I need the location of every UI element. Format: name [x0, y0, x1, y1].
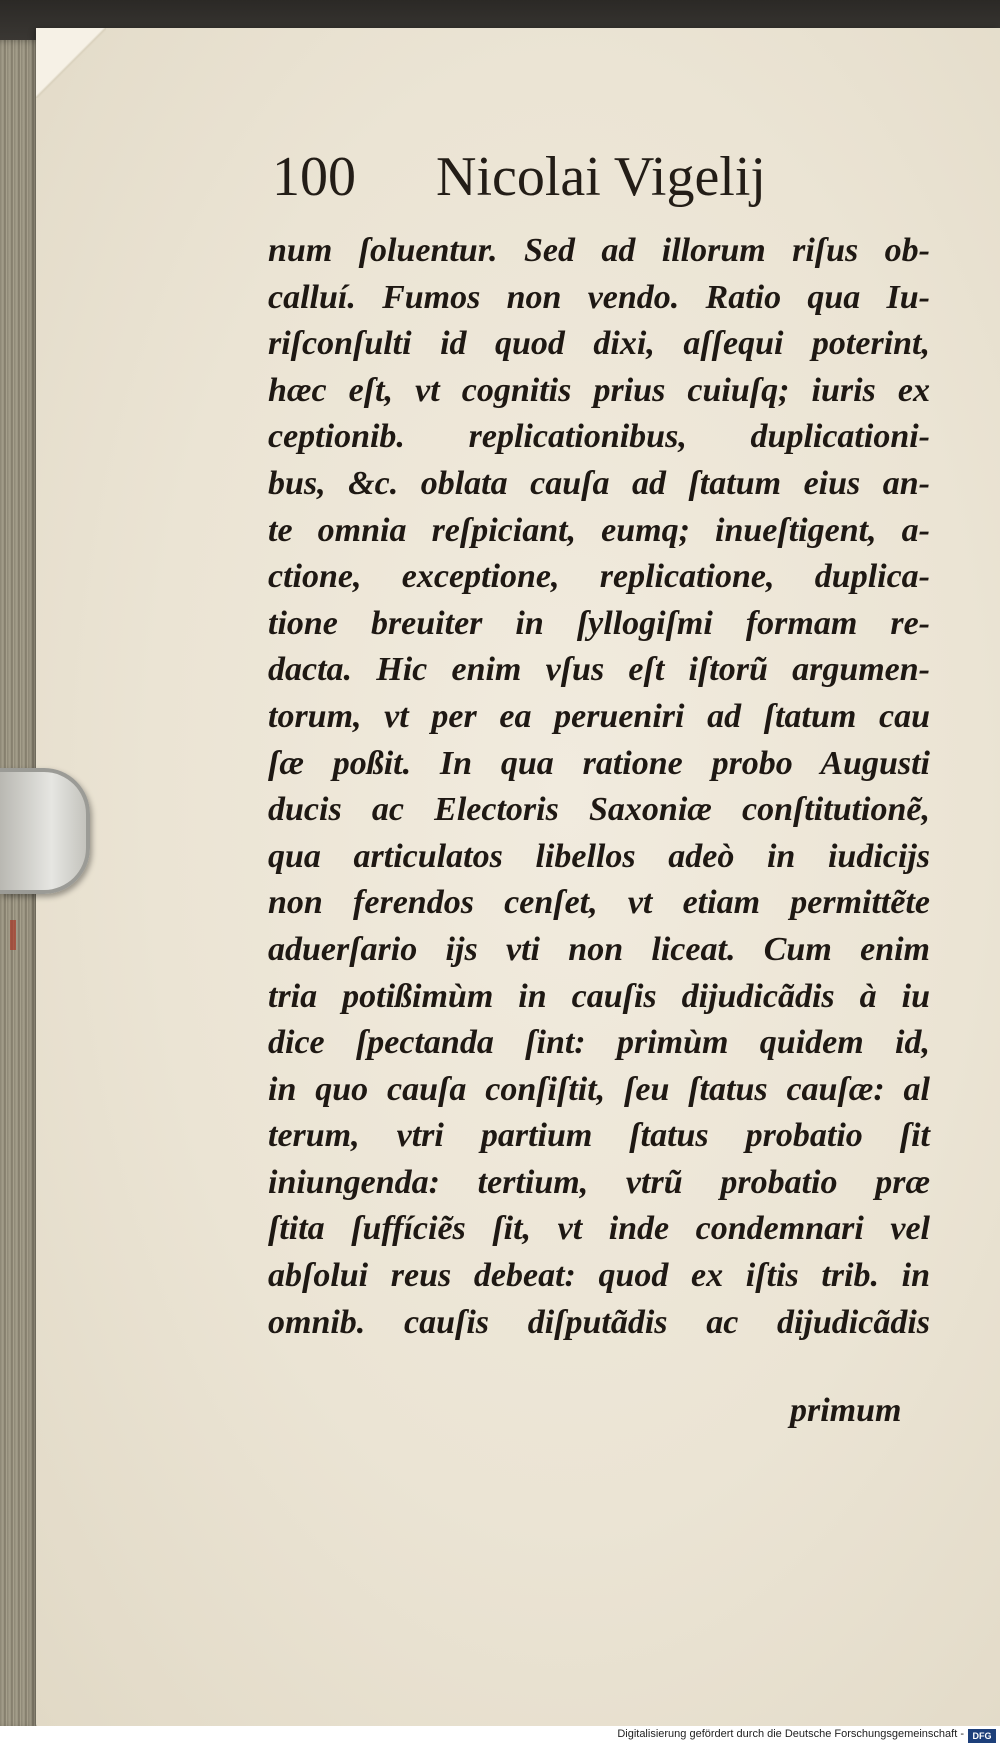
text-line: omnib. cauſis diſputãdis ac dijudicãdis [268, 1303, 930, 1341]
text-line: num ſoluentur. Sed ad illorum riſus ob- [268, 232, 930, 269]
text-line: terum, vtri partium ſtatus probatio ſit [268, 1117, 930, 1155]
dfg-logo: DFG [968, 1729, 996, 1743]
text-line: abſolui reus debeat: quod ex iſtis trib. in [268, 1257, 930, 1295]
text-line: ſæ poßit. In qua ratione probo Augusti [268, 744, 930, 782]
text-line: ducis ac Electoris Saxoniæ conſtitutionẽ, [268, 791, 930, 829]
footer-credit: Digitalisierung gefördert durch die Deutsche Forschungsgemeinschaft - [617, 1728, 964, 1740]
text-line: ceptionib. replicationibus, duplicationi- [268, 418, 930, 456]
text-line: dacta. Hic enim vſus eſt iſtorũ argumen- [268, 651, 930, 689]
text-line: dice ſpectanda ſint: primùm quidem id, [268, 1024, 930, 1062]
text-line: non ferendos cenſet, vt etiam permittẽte [268, 884, 930, 922]
running-title: Nicolai Vigelij [436, 146, 766, 208]
text-line: tione breuiter in ſyllogiſmi formam re- [268, 604, 930, 642]
text-line: torum, vt per ea perueniri ad ſtatum cau [268, 697, 930, 735]
running-head [272, 145, 832, 209]
text-line: te omnia reſpiciant, eumq; inueſtigent, a- [268, 511, 930, 549]
text-line: aduerſario ijs vti non liceat. Cum enim [268, 930, 930, 968]
body-text [268, 228, 930, 1346]
red-edge-mark [10, 920, 16, 950]
folded-corner [36, 28, 106, 98]
text-line: in quo cauſa conſiſtit, ſeu ſtatus cauſæ: al [268, 1070, 930, 1108]
text-line: ctione, exceptione, replicatione, duplica- [268, 558, 930, 596]
page-clip [0, 768, 90, 894]
text-line: calluí. Fumos non vendo. Ratio qua Iu- [268, 278, 930, 316]
text-line: tria potißimùm in cauſis dijudicãdis à iu [268, 977, 930, 1015]
page-number: 100 [272, 146, 356, 208]
text-line: bus, &c. oblata cauſa ad ſtatum eius an- [268, 464, 930, 502]
text-line: riſconſulti id quod dixi, aſſequi poterint, [268, 325, 930, 363]
catchword: primum [790, 1392, 902, 1429]
text-line: ſtita ſuffíciẽs ſit, vt inde condemnari vel [268, 1210, 930, 1248]
footer-bar [0, 1726, 1000, 1746]
text-line: iniungenda: tertium, vtrũ probatio præ [268, 1163, 930, 1201]
text-line: hæc eſt, vt cognitis prius cuiuſq; iuris ex [268, 371, 930, 409]
text-line: qua articulatos libellos adeò in iudicijs [268, 837, 930, 875]
